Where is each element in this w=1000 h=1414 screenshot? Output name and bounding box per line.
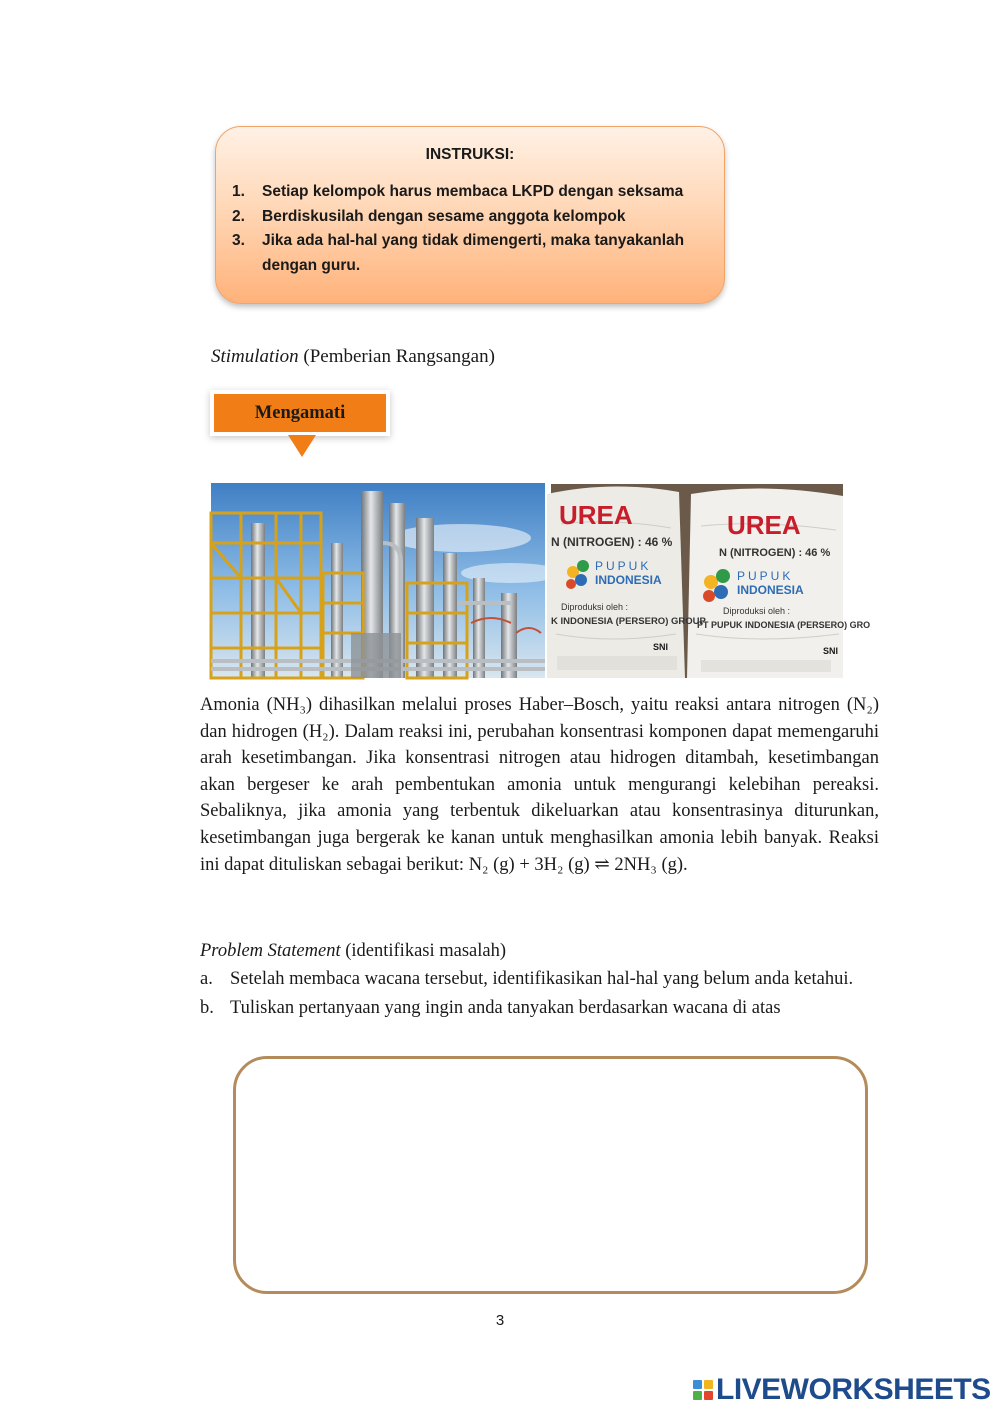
- stimulation-heading-rest: (Pemberian Rangsangan): [298, 346, 495, 367]
- sack-producer-right: PT PUPUK INDONESIA (PERSERO) GRO: [697, 620, 871, 630]
- sack-sni-left: SNI: [653, 642, 669, 652]
- sack-producer-left: K INDONESIA (PERSERO) GROUP: [551, 616, 706, 627]
- instruction-title: INSTRUKSI:: [425, 146, 515, 163]
- sack-company-left-2: INDONESIA: [595, 573, 662, 587]
- liveworksheets-logo: [693, 1373, 991, 1407]
- liveworksheets-logo-icon: [693, 1380, 713, 1400]
- down-arrow-icon: [288, 435, 316, 457]
- problem-statement-italic: Problem Statement: [200, 941, 341, 961]
- sack-company-right-2: INDONESIA: [737, 583, 804, 597]
- sack-nitrogen-left: N (NITROGEN) : 46 %: [551, 535, 673, 549]
- problem-statement-rest: (identifikasi masalah): [340, 941, 507, 961]
- instruction-list: [230, 180, 704, 278]
- question-list: [200, 968, 879, 1020]
- reading-passage: Amonia (NH₃) dihasilkan melalui proses Haber–Bosch, yaitu reaksi antara nitrogen (N₂) dan hidrogen (H₂). Dalam reaksi ini, perubahan konsentrasi komponen dapat memengaruhi arah kesetimbangan. Jika konsentrasi nitrogen atau hidrogen ditambah, kesetimbangan akan bergeser ke arah pembentukan amonia untuk mengurangi kelebihan pereaksi. Sebaliknya, jika amonia yang terbentuk dikeluarkan atau konsentrasinya diturunkan, kesetimbangan juga bergerak ke kanan untuk menghasilkan amonia lebih banyak. Reaksi ini dapat dituliskan sebagai berikut: N₂ (g) + 3H₂ (g) ⇌ 2NH₃ (g).: [200, 695, 879, 875]
- sack-brand-left: UREA: [559, 500, 633, 530]
- sack-company-right-1: PUPUK: [737, 569, 794, 583]
- page-number: 3: [495, 1312, 505, 1329]
- sack-sni-right: SNI: [823, 646, 839, 656]
- stimulation-heading: [211, 346, 495, 368]
- instruction-text: Berdiskusilah dengan sesame anggota kelompok: [262, 207, 626, 225]
- instruction-box: [215, 126, 725, 304]
- sack-nitrogen-right: N (NITROGEN) : 46 %: [719, 547, 831, 559]
- observe-label: Mengamati: [214, 394, 386, 432]
- question-text: Tuliskan pertanyaan yang ingin anda tanyakan berdasarkan wacana di atas: [230, 998, 781, 1018]
- stimulation-heading-italic: Stimulation: [211, 346, 299, 367]
- question-item: [200, 997, 879, 1020]
- sack-brand-right: UREA: [727, 510, 801, 540]
- question-letter: a.: [200, 969, 213, 989]
- answer-box[interactable]: [233, 1056, 868, 1294]
- liveworksheets-brand-text: LIVEWORKSHEETS: [716, 1373, 991, 1406]
- urea-sacks-photo: [551, 484, 871, 678]
- sack-company-left-1: PUPUK: [595, 559, 652, 573]
- question-text: Setelah membaca wacana tersebut, identifikasikan hal-hal yang belum anda ketahui.: [230, 969, 854, 989]
- question-item: [200, 968, 879, 991]
- instruction-number: 1.: [232, 183, 245, 200]
- instruction-text: Jika ada hal-hal yang tidak dimengerti, maka tanyakanlah dengan guru.: [262, 232, 685, 274]
- question-letter: b.: [200, 998, 214, 1018]
- instruction-item: [230, 180, 704, 205]
- sack-produced-left: Diproduksi oleh :: [561, 602, 629, 612]
- instruction-number: 3.: [232, 232, 245, 249]
- instruction-item: [230, 205, 704, 230]
- instruction-item: [230, 229, 704, 278]
- sack-produced-right: Diproduksi oleh :: [723, 606, 791, 616]
- instruction-text: Setiap kelompok harus membaca LKPD dengan seksama: [262, 183, 684, 200]
- refinery-photo: [211, 483, 545, 678]
- problem-statement-heading: [200, 941, 506, 962]
- instruction-number: 2.: [232, 207, 245, 225]
